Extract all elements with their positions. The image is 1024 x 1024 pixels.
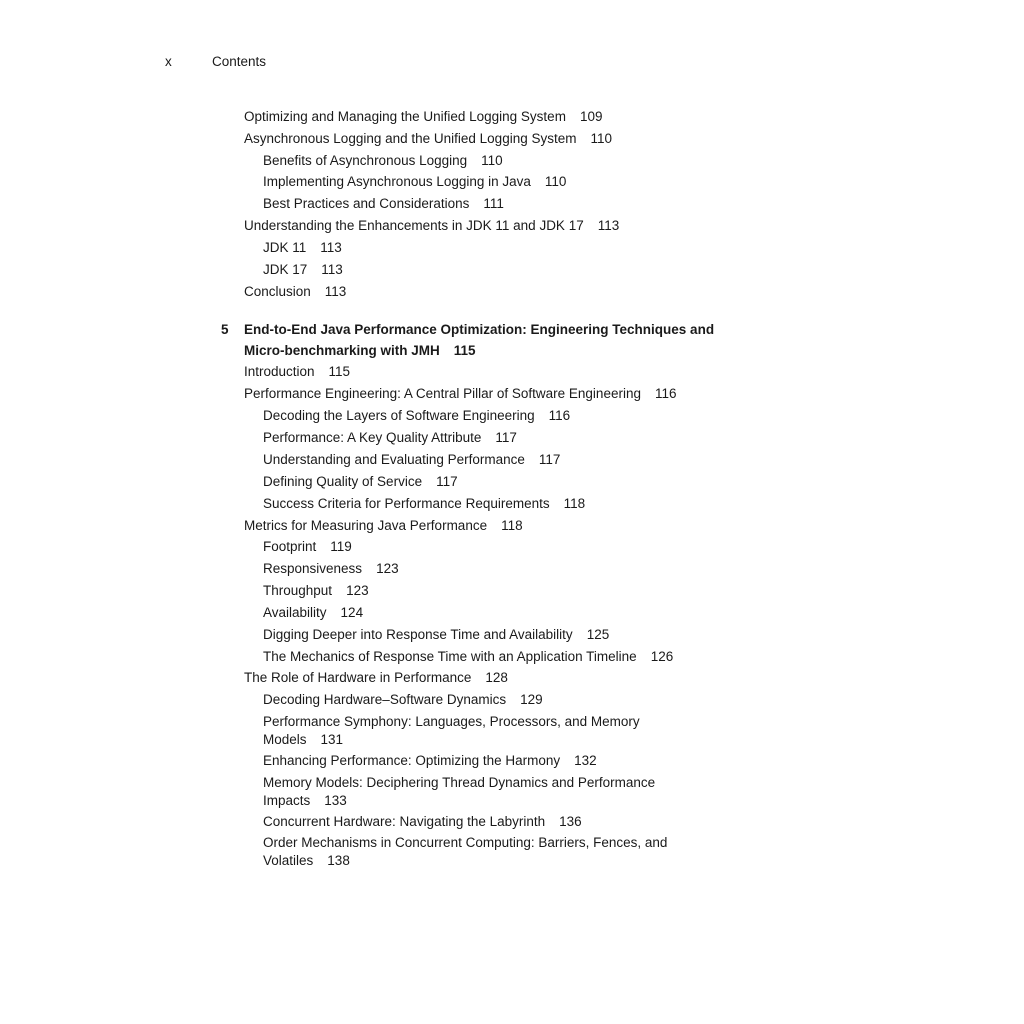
- toc-entry-title: Decoding Hardware–Software Dynamics: [263, 692, 507, 707]
- toc-entry-title: Decoding the Layers of Software Engineering: [263, 408, 535, 423]
- toc-entry-page: 110: [544, 174, 567, 189]
- toc-entry-page: 126: [650, 649, 674, 664]
- toc-entry-title: Optimizing and Managing the Unified Logging System: [244, 109, 566, 124]
- toc-entry-page: 133: [324, 792, 347, 808]
- toc-subentry[interactable]: [263, 648, 673, 666]
- toc-entry-page: 116: [654, 386, 677, 401]
- toc-entry-page: 110: [481, 153, 503, 168]
- toc-entry-page: 113: [321, 262, 343, 277]
- toc-subentry[interactable]: [263, 626, 609, 644]
- toc-subentry[interactable]: [263, 429, 517, 447]
- toc-chapter-heading[interactable]: [221, 319, 741, 361]
- toc-subentry[interactable]: [263, 261, 343, 279]
- chapter-page: 115: [453, 343, 476, 358]
- toc-entry-page: 110: [590, 131, 613, 146]
- toc-subentry[interactable]: [263, 152, 503, 170]
- toc-subentry[interactable]: [263, 473, 458, 491]
- toc-entry-page: 111: [483, 196, 504, 211]
- toc-entry-title-line2: Impacts: [263, 792, 311, 808]
- toc-entry-title: Understanding and Evaluating Performance: [263, 452, 525, 467]
- toc-entry[interactable]: [244, 130, 612, 148]
- toc-subentry[interactable]: [263, 195, 504, 213]
- toc-subentry[interactable]: [263, 774, 655, 809]
- toc-entry[interactable]: [244, 517, 523, 535]
- toc-entry-title: The Mechanics of Response Time with an Application Timeline: [263, 649, 637, 664]
- toc-entry-page: 109: [579, 109, 603, 124]
- toc-entry-page: 119: [330, 539, 352, 554]
- toc-entry-title-line1: Order Mechanisms in Concurrent Computing: Barriers, Fences, and: [263, 835, 668, 850]
- toc-entry-title: Best Practices and Considerations: [263, 196, 470, 211]
- chapter-title-line2: Micro-benchmarking with JMH: [244, 343, 440, 358]
- toc-entry[interactable]: [244, 669, 508, 687]
- toc-entry-title: Availability: [263, 605, 327, 620]
- toc-entry-page: 123: [376, 561, 399, 576]
- toc-subentry[interactable]: [263, 713, 640, 748]
- toc-entry-title: Digging Deeper into Response Time and Availability: [263, 627, 573, 642]
- toc-entry-page: 118: [501, 518, 523, 533]
- toc-entry-page: 115: [328, 364, 351, 379]
- toc-subentry[interactable]: [263, 560, 399, 578]
- toc-entry-page: 125: [586, 627, 610, 642]
- toc-subentry[interactable]: [263, 834, 667, 869]
- toc-subentry[interactable]: [263, 538, 352, 556]
- toc-entry-title: JDK 11: [263, 240, 307, 255]
- toc-entry[interactable]: [244, 283, 346, 301]
- toc-entry-page: 113: [324, 284, 347, 299]
- chapter-title-line1: End-to-End Java Performance Optimization: Engineering Techniques and: [244, 322, 715, 337]
- toc-entry[interactable]: [244, 385, 677, 403]
- toc-entry[interactable]: [244, 108, 602, 126]
- toc-entry-title: Enhancing Performance: Optimizing the Harmony: [263, 753, 561, 768]
- toc-subentry[interactable]: [263, 813, 582, 831]
- toc-entry-title: JDK 17: [263, 262, 308, 277]
- toc-entry-title: Performance: A Key Quality Attribute: [263, 430, 482, 445]
- toc-entry-title: Conclusion: [244, 284, 311, 299]
- toc-subentry[interactable]: [263, 239, 342, 257]
- page-folio: x: [165, 54, 172, 69]
- toc-entry-title-line2: Volatiles: [263, 852, 314, 868]
- toc-subentry[interactable]: [263, 582, 369, 600]
- toc-entry-page: 131: [320, 731, 344, 747]
- toc-entry-title: Throughput: [263, 583, 333, 598]
- toc-entry-page: 117: [436, 474, 458, 489]
- toc-entry-page: 116: [548, 408, 571, 423]
- toc-subentry[interactable]: [263, 604, 363, 622]
- toc-subentry[interactable]: [263, 407, 570, 425]
- toc-entry-page: 136: [559, 814, 582, 829]
- toc-entry-title-line1: Memory Models: Deciphering Thread Dynamics and Performance: [263, 775, 656, 790]
- running-head-title: Contents: [212, 54, 267, 69]
- toc-entry-page: 129: [520, 692, 543, 707]
- toc-entry-page: 118: [563, 496, 586, 511]
- toc-entry-title: Performance Engineering: A Central Pillar of Software Engineering: [244, 386, 641, 401]
- toc-entry-title: Metrics for Measuring Java Performance: [244, 518, 488, 533]
- toc-entry-title: Understanding the Enhancements in JDK 11 and JDK 17: [244, 218, 584, 233]
- toc-entry-title: Asynchronous Logging and the Unified Logging System: [244, 131, 577, 146]
- toc-entry-page: 113: [597, 218, 620, 233]
- toc-entry-title: Footprint: [263, 539, 317, 554]
- toc-entry-title: Introduction: [244, 364, 315, 379]
- toc-subentry[interactable]: [263, 173, 566, 191]
- toc-entry-page: 117: [495, 430, 517, 445]
- toc-entry-title: Defining Quality of Service: [263, 474, 423, 489]
- toc-entry-title-line2: Models: [263, 731, 307, 747]
- toc-subentry[interactable]: [263, 451, 560, 469]
- chapter-title: [244, 319, 734, 361]
- toc-entry-page: 128: [485, 670, 508, 685]
- toc-entry-page: 132: [574, 753, 597, 768]
- toc-entry[interactable]: [244, 217, 619, 235]
- toc-subentry[interactable]: [263, 495, 585, 513]
- toc-subentry[interactable]: [263, 752, 597, 770]
- toc-entry-page: 113: [320, 240, 342, 255]
- toc-entry-title: Implementing Asynchronous Logging in Java: [263, 174, 531, 189]
- toc-entry-page: 138: [327, 852, 350, 868]
- toc-entry-title: Responsiveness: [263, 561, 363, 576]
- toc-entry-title: The Role of Hardware in Performance: [244, 670, 472, 685]
- toc-entry-title: Success Criteria for Performance Requirements: [263, 496, 550, 511]
- toc-entry-page: 117: [538, 452, 561, 467]
- toc-entry-title-line1: Performance Symphony: Languages, Processors, and Memory: [263, 714, 640, 729]
- toc-entry-title: Concurrent Hardware: Navigating the Labyrinth: [263, 814, 546, 829]
- toc-entry-page: 124: [340, 605, 364, 620]
- chapter-number: 5: [221, 322, 229, 337]
- toc-entry-title: Benefits of Asynchronous Logging: [263, 153, 468, 168]
- toc-entry-page: 123: [346, 583, 369, 598]
- toc-entry[interactable]: [244, 363, 350, 381]
- toc-subentry[interactable]: [263, 691, 543, 709]
